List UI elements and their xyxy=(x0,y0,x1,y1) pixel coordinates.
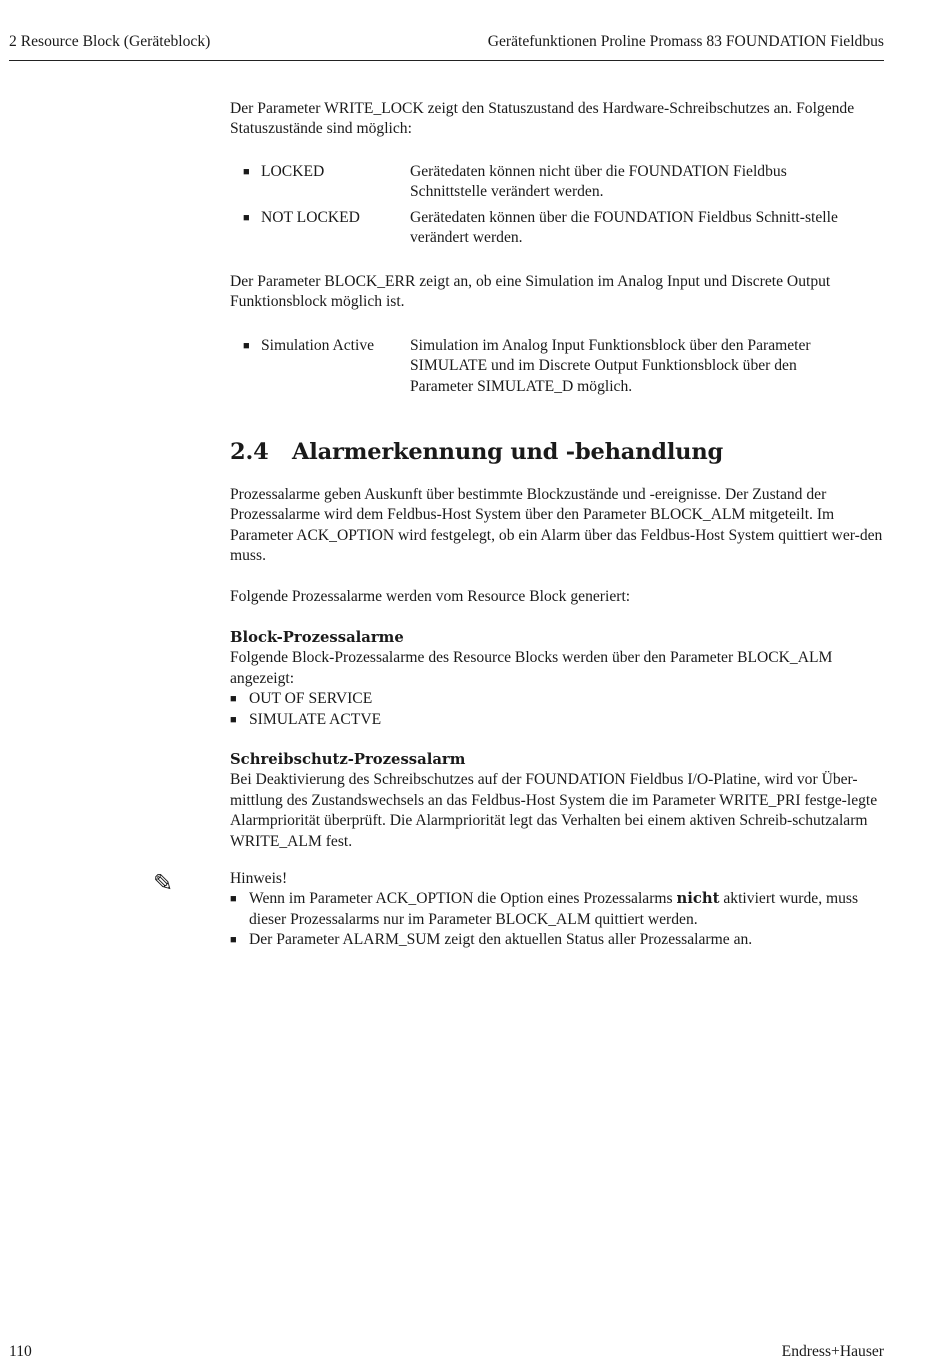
list-item: ■ OUT OF SERVICE xyxy=(230,689,886,709)
block-err-paragraph: Der Parameter BLOCK_ERR zeigt an, ob eine Simulation im Analog Input und Discrete Output Funktionsblock möglich ist. xyxy=(230,273,831,311)
square-bullet-icon: ■ xyxy=(230,693,237,706)
square-bullet-icon: ■ xyxy=(243,166,250,178)
simulation-term: Simulation Active xyxy=(261,337,375,354)
square-bullet-icon: ■ xyxy=(243,340,250,352)
state-description: Gerätedaten können über die FOUNDATION Fieldbus Schnitt-stelle verändert werden. xyxy=(410,208,838,247)
section-number: 2.4 xyxy=(230,439,269,465)
state-term: NOT LOCKED xyxy=(261,208,360,226)
write-protect-subsection xyxy=(230,750,886,852)
block-alarms-text: Folgende Block-Prozessalarme des Resource Blocks werden über den Parameter BLOCK_ALM angezeigt: xyxy=(230,649,833,687)
note-box xyxy=(230,869,886,951)
list-item xyxy=(243,162,853,203)
generated-alarms-paragraph: Folgende Prozessalarme werden vom Resource Block generiert: xyxy=(230,588,631,605)
square-bullet-icon: ■ xyxy=(230,893,237,906)
block-alarms-subsection xyxy=(230,628,886,730)
state-description: Gerätedaten können nicht über die FOUNDATION Fieldbus Schnittstelle verändert werden. xyxy=(410,163,787,201)
write-lock-intro xyxy=(230,99,886,140)
list-item xyxy=(243,208,853,249)
emphasis-nicht: nicht xyxy=(676,890,720,908)
block-alarms-list xyxy=(230,689,886,730)
list-item xyxy=(243,336,853,397)
write-lock-states-list xyxy=(243,162,853,249)
simulation-description: Simulation im Analog Input Funktionsblock über den Parameter SIMULATE und im Discrete Output Funktionsblock über den Parameter SIMULATE_D möglich. xyxy=(410,337,811,395)
state-term: LOCKED xyxy=(261,163,325,180)
square-bullet-icon: ■ xyxy=(230,713,237,726)
simulation-list xyxy=(243,336,853,397)
write-protect-text: Bei Deaktivierung des Schreibschutzes auf der FOUNDATION Fieldbus I/O-Platine, wird vor Über-mittlung des Zustandswechsels an das Feldbus-Host System die im Parameter WRITE_PRI festge-legte Alarmpriorität überprüft. Die Alarmpriorität legt das Verhalten bei einem aktiven Schreib-schutzalarm WRITE_ALM fest. xyxy=(230,771,878,850)
running-header-title: Gerätefunktionen Proline Promass 83 FOUNDATION Fieldbus xyxy=(487,33,884,50)
square-bullet-icon: ■ xyxy=(230,934,237,947)
write-protect-heading: Schreibschutz-Prozessalarm xyxy=(230,751,466,768)
header-divider xyxy=(9,60,884,61)
section-heading xyxy=(230,438,886,466)
list-item: ■ SIMULATE ACTVE xyxy=(230,710,886,730)
page-number: 110 xyxy=(9,1343,32,1360)
section-title: Alarmerkennung und -behandlung xyxy=(292,439,724,465)
process-alarms-paragraph: Prozessalarme geben Auskunft über bestimmte Blockzustände und -ereignisse. Der Zustand der Prozessalarme wird dem Feldbus-Host System über den Parameter BLOCK_ALM mitgeteilt. Im Parameter ACK_OPTION wird festgelegt, ob ein Alarm über das Feldbus-Host System quittiert wer-den muss. xyxy=(230,486,883,565)
block-alarms-heading: Block-Prozessalarme xyxy=(230,629,404,646)
square-bullet-icon: ■ xyxy=(243,211,250,224)
running-header-chapter: 2 Resource Block (Geräteblock) xyxy=(9,33,211,50)
note-list xyxy=(230,889,886,950)
list-item: ■ Der Parameter ALARM_SUM zeigt den aktuellen Status aller Prozessalarme an. xyxy=(230,930,886,950)
list-item: ■ Wenn im Parameter ACK_OPTION die Option eines Prozessalarms nicht aktiviert wurde, muss dieser Prozessalarms nur im Parameter BLOCK_ALM quittiert werden. xyxy=(230,889,886,930)
pencil-icon: ✎ xyxy=(153,869,174,897)
write-lock-paragraph: Der Parameter WRITE_LOCK zeigt den Statuszustand des Hardware-Schreibschutzes an. Folgende Statuszustände sind möglich: xyxy=(230,100,855,138)
brand-logo-text: Endress+Hauser xyxy=(781,1343,884,1360)
note-label: Hinweis! xyxy=(230,870,288,887)
